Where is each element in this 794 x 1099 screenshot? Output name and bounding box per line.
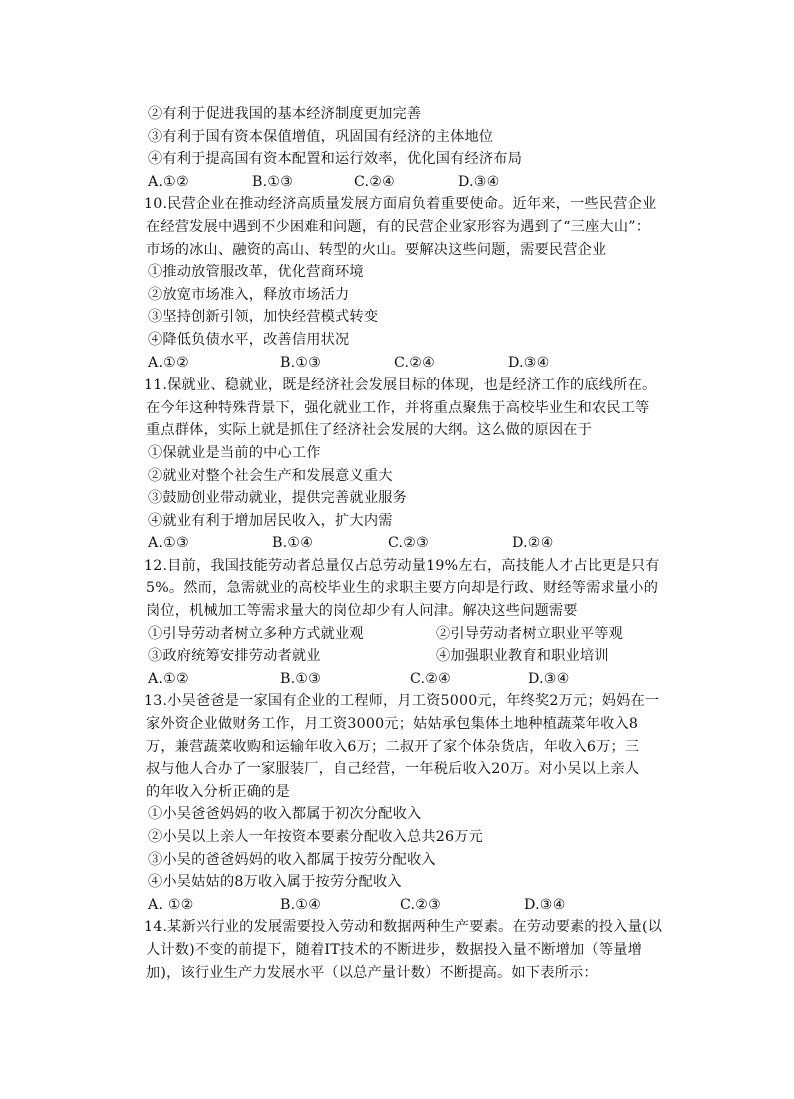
q12-options [146, 668, 686, 691]
q12-item-2: ②引导劳动者树立职业平等观 [436, 625, 624, 642]
q11-option-a: A.①③ [148, 535, 189, 552]
q11-stem-line: 重点群体，实际上就是抓住了经济社会发展的大纲。这么做的原因在于 [146, 422, 593, 439]
q10-options [146, 352, 686, 375]
q14-stem-line: 加)，该行业生产力发展水平（以总产量计数）不断提高。如下表所示： [146, 964, 598, 981]
q13-item-2: ②小吴以上亲人一年按资本要素分配收入总共26万元 [148, 829, 483, 845]
q11-stem-line: 11.保就业、稳就业，既是经济社会发展目标的体现，也是经济工作的底线所在。 [144, 377, 657, 394]
q9-item-3: ③有利于国有资本保值增值，巩固国有经济的主体地位 [148, 128, 494, 145]
q11-item-2: ②就业对整个社会生产和发展意义重大 [148, 467, 393, 484]
q13-stem-line: 叔与他人合办了一家服装厂，自己经营，一年税后收入20万。对小吴以上亲人 [146, 761, 640, 778]
q10-stem-line: 市场的冰山、融资的高山、转型的火山。要解决这些问题，需要民营企业 [146, 241, 607, 258]
q9-option-d: D.③④ [458, 173, 500, 190]
q11-options [146, 532, 686, 555]
q11-option-c: C.②③ [388, 535, 430, 552]
q13-stem-line: 万，兼营蔬菜收购和运输年收入6万；二叔开了家个体杂货店，年收入6万；三 [146, 738, 640, 755]
q13-stem-line: 13.小吴爸爸是一家国有企业的工程师，月工资5000元，年终奖2万元；妈妈在一 [144, 693, 660, 710]
q10-option-b: B.①③ [280, 354, 322, 371]
q13-option-b: B.①④ [280, 896, 322, 913]
q10-item-4: ④降低负债水平，改善信用状况 [148, 331, 350, 348]
q9-option-b: B.①③ [252, 173, 294, 190]
q10-stem-line: 在经营发展中遇到不少困难和问题，有的民营企业家形容为遇到了“三座大山”： [146, 218, 651, 235]
q9-item-2: ②有利于促进我国的基本经济制度更加完善 [148, 106, 422, 122]
q11-option-b: B.①④ [272, 535, 314, 552]
q12-items-row [146, 623, 686, 646]
q12-items-row [146, 645, 686, 668]
q10-item-3: ③坚持创新引领，加快经营模式转变 [148, 309, 379, 326]
q11-item-4: ④就业有利于增加居民收入，扩大内需 [148, 512, 393, 529]
q12-stem-line: 12.目前，我国技能劳动者总量仅占总劳动量19%左右，高技能人才占比更是只有 [144, 557, 660, 574]
q11-option-d: D.②④ [512, 535, 554, 552]
q12-item-4: ④加强职业教育和职业培训 [436, 648, 609, 665]
q9-option-a: A.①② [148, 173, 189, 190]
q14-stem-line: 人计数)不变的前提下，随着IT技术的不断进步，数据投入量不断增加（等量增 [146, 941, 642, 958]
q9-item-4: ④有利于提高国有资本配置和运行效率，优化国有经济布局 [148, 151, 523, 168]
q11-item-3: ③鼓励创业带动就业，提供完善就业服务 [148, 490, 407, 507]
q13-stem-line: 的年收入分析正确的是 [146, 783, 290, 800]
q13-option-a: A. ①② [148, 896, 194, 913]
q13-stem-line: 家外资企业做财务工作，月工资3000元；姑姑承包集体土地种植蔬菜年收入8 [146, 716, 639, 733]
q10-item-1: ①推动放管服改革，优化营商环境 [148, 264, 364, 281]
q13-option-c: C.②③ [400, 896, 442, 913]
question-content [146, 103, 686, 984]
q9-option-c: C.②④ [354, 173, 396, 190]
q12-option-a: A.①② [148, 670, 189, 687]
q13-item-3: ③小吴的爸爸妈妈的收入都属于按劳分配收入 [148, 851, 436, 868]
q10-option-c: C.②④ [394, 354, 436, 371]
q12-option-b: B.①③ [280, 670, 322, 687]
q10-option-d: D.③④ [508, 354, 550, 371]
q12-item-3: ③政府统筹安排劳动者就业 [148, 648, 321, 665]
q13-item-4: ④小吴姑姑的8万收入属于按劳分配收入 [148, 874, 402, 891]
q10-item-2: ②放宽市场准入，释放市场活力 [148, 286, 350, 303]
q12-stem-line: 5%。然而，急需就业的高校毕业生的求职主要方向却是行政、财经等需求量小的 [146, 580, 659, 597]
q13-option-d: D.③④ [524, 896, 566, 913]
q12-item-1: ①引导劳动者树立多种方式就业观 [148, 625, 364, 642]
q11-item-1: ①保就业是当前的中心工作 [148, 444, 321, 461]
q12-option-c: C.②④ [410, 670, 452, 687]
q9-options [146, 171, 686, 194]
q10-option-a: A.①② [148, 354, 189, 371]
q10-stem-line: 10.民营企业在推动经济高质量发展方面肩负着重要使命。近年来，一些民营企业 [144, 196, 657, 213]
q12-stem-line: 岗位，机械加工等需求量大的岗位却少有人问津。解决这些问题需要 [146, 603, 578, 620]
q14-stem-line: 14.某新兴行业的发展需要投入劳动和数据两种生产要素。在劳动要素的投入量(以 [144, 919, 663, 936]
q11-stem-line: 在今年这种特殊背景下，强化就业工作，并将重点聚焦于高校毕业生和农民工等 [146, 399, 650, 416]
q13-options [146, 894, 686, 917]
q12-option-d: D.③④ [528, 670, 570, 687]
q13-item-1: ①小吴爸爸妈妈的收入都属于初次分配收入 [148, 806, 422, 823]
